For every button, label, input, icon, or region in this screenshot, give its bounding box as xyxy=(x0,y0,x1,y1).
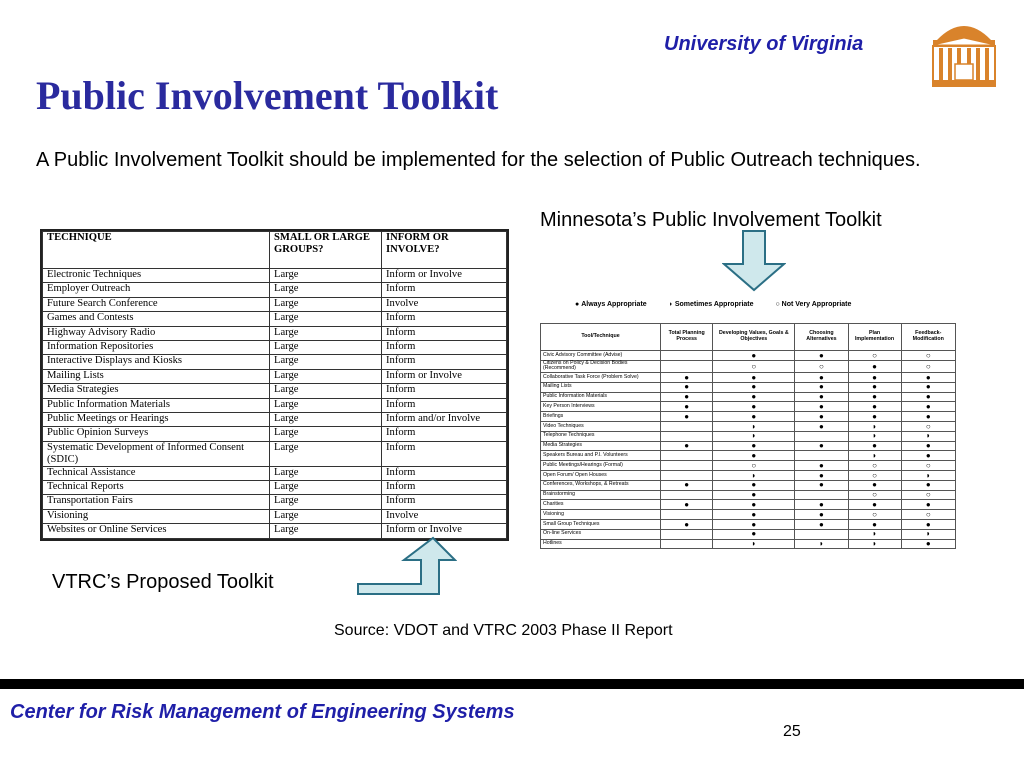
table-row xyxy=(541,529,956,539)
value-cell: ● xyxy=(795,519,848,529)
value-cell: ● xyxy=(795,392,848,402)
value-cell xyxy=(661,351,713,361)
value-cell: ● xyxy=(795,351,848,361)
column-header: Developing Values, Goals & Objectives xyxy=(713,324,795,351)
table-row xyxy=(43,441,507,466)
table-row xyxy=(43,384,507,398)
table-row xyxy=(541,461,956,471)
table-row xyxy=(541,441,956,451)
value-cell: ○ xyxy=(901,510,955,520)
value-cell xyxy=(661,539,713,549)
value-cell: Inform xyxy=(382,441,507,466)
value-cell: ◗ xyxy=(901,431,955,441)
column-header: SMALL OR LARGE GROUPS? xyxy=(270,232,382,269)
value-cell: ◗ xyxy=(901,529,955,539)
value-cell: Inform xyxy=(382,427,507,441)
technique-cell: Highway Advisory Radio xyxy=(43,326,270,340)
value-cell: ● xyxy=(848,382,901,392)
minnesota-toolkit-table xyxy=(540,323,956,549)
table-header-row xyxy=(541,324,956,351)
value-cell: ○ xyxy=(848,461,901,471)
technique-cell: Visioning xyxy=(43,509,270,523)
value-cell xyxy=(795,529,848,539)
value-cell: ● xyxy=(901,372,955,382)
value-cell: Involve xyxy=(382,297,507,311)
column-header: Total Planning Process xyxy=(661,324,713,351)
value-cell xyxy=(661,461,713,471)
value-cell: Inform xyxy=(382,312,507,326)
column-header: Choosing Alternatives xyxy=(795,324,848,351)
value-cell: Large xyxy=(270,495,382,509)
value-cell: ○ xyxy=(848,351,901,361)
value-cell: ◗ xyxy=(848,529,901,539)
value-cell: Large xyxy=(270,355,382,369)
appropriateness-legend xyxy=(575,301,935,308)
value-cell: ○ xyxy=(848,470,901,480)
value-cell: ○ xyxy=(795,360,848,372)
value-cell: ○ xyxy=(713,461,795,471)
value-cell: Large xyxy=(270,340,382,354)
value-cell: ◗ xyxy=(901,470,955,480)
value-cell xyxy=(661,421,713,431)
value-cell: ● xyxy=(713,402,795,412)
value-cell: ● xyxy=(713,480,795,490)
value-cell: ● xyxy=(795,421,848,431)
value-cell: ● xyxy=(795,382,848,392)
technique-cell: Systematic Development of Informed Consent (SDIC) xyxy=(43,441,270,466)
value-cell: ◗ xyxy=(848,431,901,441)
technique-cell: Speakers Bureau and P.I. Volunteers xyxy=(541,451,661,461)
column-header: INFORM OR INVOLVE? xyxy=(382,232,507,269)
table-row xyxy=(43,269,507,283)
value-cell: ● xyxy=(713,490,795,500)
legend-sometimes: ◗ Sometimes Appropriate xyxy=(668,301,754,308)
value-cell: ● xyxy=(848,360,901,372)
technique-cell: Public Meetings/Hearings (Formal) xyxy=(541,461,661,471)
technique-cell: Employer Outreach xyxy=(43,283,270,297)
table-row xyxy=(541,421,956,431)
value-cell xyxy=(795,431,848,441)
value-cell: ◗ xyxy=(795,539,848,549)
value-cell: ○ xyxy=(901,421,955,431)
value-cell: ● xyxy=(901,539,955,549)
technique-cell: Public Meetings or Hearings xyxy=(43,412,270,426)
table-row xyxy=(43,466,507,480)
table-row xyxy=(43,509,507,523)
technique-cell: Public Opinion Surveys xyxy=(43,427,270,441)
value-cell: ○ xyxy=(901,351,955,361)
table-row xyxy=(541,510,956,520)
vtrc-label: VTRC’s Proposed Toolkit xyxy=(52,571,274,593)
technique-cell: Video Techniques xyxy=(541,421,661,431)
table-row xyxy=(541,519,956,529)
technique-cell: Interactive Displays and Kiosks xyxy=(43,355,270,369)
value-cell: ● xyxy=(713,451,795,461)
value-cell: Large xyxy=(270,297,382,311)
value-cell: Inform xyxy=(382,384,507,398)
technique-cell: Charities xyxy=(541,500,661,510)
table-row xyxy=(541,451,956,461)
value-cell: ○ xyxy=(848,490,901,500)
value-cell: Large xyxy=(270,326,382,340)
technique-cell: Hotlines xyxy=(541,539,661,549)
source-citation: Source: VDOT and VTRC 2003 Phase II Report xyxy=(334,622,673,639)
value-cell xyxy=(661,470,713,480)
technique-cell: On-line Services xyxy=(541,529,661,539)
value-cell: Involve xyxy=(382,509,507,523)
table-row xyxy=(541,480,956,490)
value-cell: Inform xyxy=(382,398,507,412)
value-cell xyxy=(661,451,713,461)
value-cell: ● xyxy=(848,500,901,510)
value-cell: ● xyxy=(713,351,795,361)
value-cell: ● xyxy=(713,500,795,510)
technique-cell: Media Strategies xyxy=(541,441,661,451)
value-cell: Large xyxy=(270,384,382,398)
value-cell: Inform and/or Involve xyxy=(382,412,507,426)
column-header: TECHNIQUE xyxy=(43,232,270,269)
value-cell: ◗ xyxy=(848,451,901,461)
value-cell: Large xyxy=(270,441,382,466)
value-cell: Large xyxy=(270,412,382,426)
value-cell: ● xyxy=(713,372,795,382)
value-cell: ● xyxy=(661,382,713,392)
table-header-row xyxy=(43,232,507,269)
value-cell: ● xyxy=(901,451,955,461)
value-cell: ● xyxy=(661,480,713,490)
value-cell: ● xyxy=(848,441,901,451)
value-cell: ○ xyxy=(901,360,955,372)
value-cell: ○ xyxy=(901,490,955,500)
technique-cell: Public Information Materials xyxy=(43,398,270,412)
table-row xyxy=(541,412,956,422)
table-row xyxy=(43,340,507,354)
value-cell: ● xyxy=(901,402,955,412)
rotunda-logo-icon xyxy=(929,16,999,90)
technique-cell: Mailing Lists xyxy=(43,369,270,383)
value-cell: ● xyxy=(795,441,848,451)
value-cell xyxy=(661,529,713,539)
table-row xyxy=(43,495,507,509)
table-row xyxy=(43,283,507,297)
table-row xyxy=(541,470,956,480)
value-cell: ● xyxy=(901,412,955,422)
value-cell: Inform xyxy=(382,466,507,480)
table-row xyxy=(541,490,956,500)
table-row xyxy=(43,312,507,326)
value-cell: ● xyxy=(848,480,901,490)
technique-cell: Briefings xyxy=(541,412,661,422)
value-cell: Inform xyxy=(382,355,507,369)
value-cell: Large xyxy=(270,509,382,523)
table-row xyxy=(541,500,956,510)
value-cell: Large xyxy=(270,398,382,412)
technique-cell: Electronic Techniques xyxy=(43,269,270,283)
value-cell xyxy=(661,490,713,500)
vtrc-toolkit-table xyxy=(40,229,509,541)
technique-cell: Transportation Fairs xyxy=(43,495,270,509)
value-cell: ● xyxy=(713,510,795,520)
value-cell: Large xyxy=(270,466,382,480)
value-cell: ● xyxy=(795,480,848,490)
value-cell: Inform or Involve xyxy=(382,269,507,283)
university-name: University of Virginia xyxy=(664,33,864,55)
value-cell xyxy=(795,490,848,500)
value-cell: Inform xyxy=(382,481,507,495)
value-cell: ○ xyxy=(848,510,901,520)
value-cell xyxy=(795,451,848,461)
table-row xyxy=(43,481,507,495)
table-row xyxy=(43,398,507,412)
value-cell: ○ xyxy=(901,461,955,471)
technique-cell: Public Information Materials xyxy=(541,392,661,402)
value-cell: ◗ xyxy=(713,431,795,441)
table-row xyxy=(43,427,507,441)
technique-cell: Games and Contests xyxy=(43,312,270,326)
page-number: 25 xyxy=(783,723,801,740)
value-cell: ● xyxy=(795,372,848,382)
value-cell: ● xyxy=(661,412,713,422)
table-row xyxy=(541,392,956,402)
value-cell: ● xyxy=(795,470,848,480)
value-cell: ● xyxy=(713,382,795,392)
value-cell: Inform xyxy=(382,283,507,297)
value-cell: ● xyxy=(795,500,848,510)
value-cell: ◗ xyxy=(713,470,795,480)
down-arrow-icon xyxy=(722,230,786,292)
table-row xyxy=(43,412,507,426)
value-cell: ● xyxy=(713,392,795,402)
technique-cell: Visioning xyxy=(541,510,661,520)
value-cell: ● xyxy=(661,402,713,412)
value-cell xyxy=(661,431,713,441)
technique-cell: Civic Advisory Committee (Advise) xyxy=(541,351,661,361)
column-header: Feedback-Modification xyxy=(901,324,955,351)
value-cell: Large xyxy=(270,524,382,538)
value-cell xyxy=(661,510,713,520)
value-cell: ● xyxy=(661,372,713,382)
value-cell: ◗ xyxy=(713,539,795,549)
technique-cell: Technical Assistance xyxy=(43,466,270,480)
legend-not: ○ Not Very Appropriate xyxy=(775,301,852,308)
technique-cell: Websites or Online Services xyxy=(43,524,270,538)
table-row xyxy=(541,539,956,549)
value-cell: ● xyxy=(848,372,901,382)
footer-divider xyxy=(0,679,1024,689)
value-cell: ◗ xyxy=(848,539,901,549)
value-cell: Inform or Involve xyxy=(382,369,507,383)
technique-cell: Citizens on Policy & Decision Bodies (Recommend) xyxy=(541,360,661,372)
table-row xyxy=(541,402,956,412)
table-row xyxy=(541,360,956,372)
technique-cell: Future Search Conference xyxy=(43,297,270,311)
value-cell xyxy=(661,360,713,372)
legend-always: ● Always Appropriate xyxy=(575,301,647,308)
value-cell: ● xyxy=(661,392,713,402)
value-cell: ● xyxy=(713,529,795,539)
value-cell: Large xyxy=(270,427,382,441)
value-cell: ● xyxy=(795,510,848,520)
value-cell: ● xyxy=(713,412,795,422)
table-row xyxy=(541,372,956,382)
table-row xyxy=(43,355,507,369)
column-header: Tool/Technique xyxy=(541,324,661,351)
value-cell: ● xyxy=(661,441,713,451)
value-cell: Inform xyxy=(382,340,507,354)
value-cell: ● xyxy=(848,412,901,422)
value-cell: ○ xyxy=(713,360,795,372)
technique-cell: Technical Reports xyxy=(43,481,270,495)
minnesota-label: Minnesota’s Public Involvement Toolkit xyxy=(540,209,882,231)
table-row xyxy=(541,351,956,361)
value-cell: ● xyxy=(713,519,795,529)
value-cell: ● xyxy=(661,519,713,529)
value-cell: ● xyxy=(901,480,955,490)
value-cell: ● xyxy=(848,519,901,529)
value-cell: ◗ xyxy=(713,421,795,431)
value-cell: Large xyxy=(270,269,382,283)
value-cell: ● xyxy=(901,392,955,402)
value-cell: ● xyxy=(901,382,955,392)
value-cell: ● xyxy=(848,392,901,402)
value-cell: ● xyxy=(848,402,901,412)
value-cell: ● xyxy=(795,412,848,422)
value-cell: Large xyxy=(270,481,382,495)
value-cell: Large xyxy=(270,283,382,297)
value-cell: Inform or Involve xyxy=(382,524,507,538)
technique-cell: Mailing Lists xyxy=(541,382,661,392)
value-cell: Inform xyxy=(382,326,507,340)
table-row xyxy=(43,297,507,311)
value-cell: ● xyxy=(713,441,795,451)
table-row xyxy=(43,326,507,340)
table-row xyxy=(541,431,956,441)
value-cell: ● xyxy=(661,500,713,510)
value-cell: ● xyxy=(901,519,955,529)
value-cell: ● xyxy=(795,402,848,412)
technique-cell: Information Repositories xyxy=(43,340,270,354)
value-cell: Large xyxy=(270,369,382,383)
technique-cell: Conferences, Workshops, & Retreats xyxy=(541,480,661,490)
technique-cell: Telephone Techniques xyxy=(541,431,661,441)
value-cell: Large xyxy=(270,312,382,326)
bent-up-arrow-icon xyxy=(355,536,457,598)
technique-cell: Small Group Techniques xyxy=(541,519,661,529)
table-row xyxy=(541,382,956,392)
slide-title: Public Involvement Toolkit xyxy=(36,73,499,118)
technique-cell: Brainstorming xyxy=(541,490,661,500)
technique-cell: Media Strategies xyxy=(43,384,270,398)
intro-text: A Public Involvement Toolkit should be implemented for the selection of Public Outreach techniques. xyxy=(36,149,921,171)
column-header: Plan Implementation xyxy=(848,324,901,351)
technique-cell: Open Forum/ Open Houses xyxy=(541,470,661,480)
technique-cell: Collaborative Task Force (Problem Solve) xyxy=(541,372,661,382)
technique-cell: Key Person Interviews xyxy=(541,402,661,412)
value-cell: ● xyxy=(901,500,955,510)
value-cell: ● xyxy=(901,441,955,451)
value-cell: Inform xyxy=(382,495,507,509)
footer-center-name: Center for Risk Management of Engineering Systems xyxy=(10,701,515,723)
value-cell: ● xyxy=(795,461,848,471)
value-cell: ◗ xyxy=(848,421,901,431)
table-row xyxy=(43,369,507,383)
